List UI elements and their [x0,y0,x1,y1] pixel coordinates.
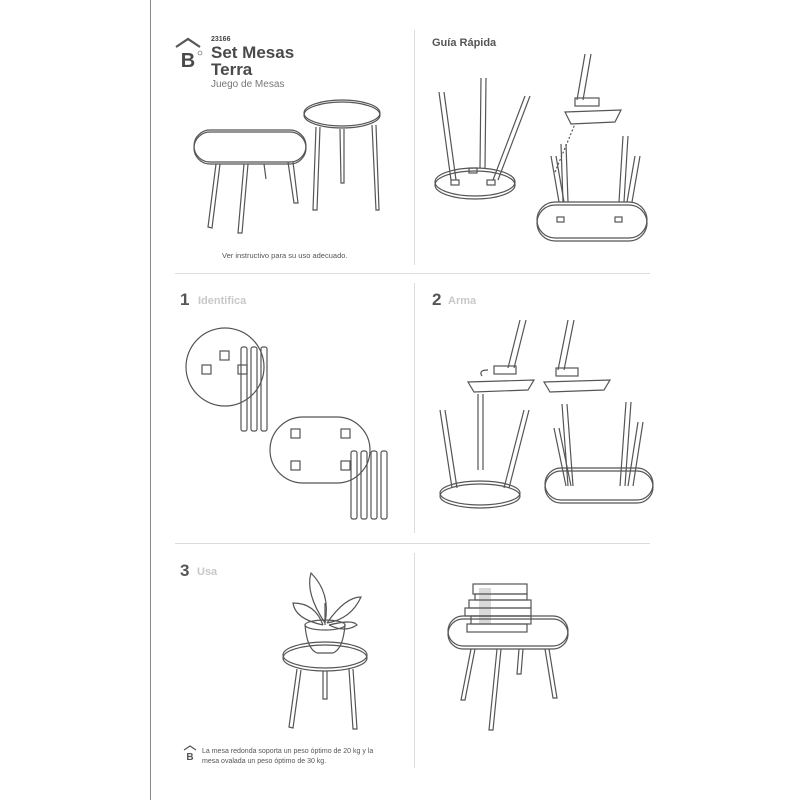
divider-row-2 [175,543,650,544]
brand-logo-icon [174,36,204,70]
oval-table-with-books-illustration [445,578,575,738]
page-binding-edge [150,0,151,800]
round-table-with-plant-illustration [275,563,385,733]
svg-text:B: B [180,50,196,72]
step-3-label: Usa [197,566,218,578]
weight-note-line-2: mesa ovalada un peso óptimo de 30 kg. [202,758,327,765]
step-1-label: Identifica [198,295,247,307]
step-2-number: 2 [432,290,442,309]
quick-guide-title: Guía Rápida [432,37,497,49]
product-title-line-2: Terra [211,60,253,79]
product-subtitle: Juego de Mesas [211,79,285,90]
weight-note-line-1: La mesa redonda soporta un peso óptimo de 20 kg y la [202,748,374,755]
divider-row-1 [175,273,650,274]
step-2-label: Arma [448,295,477,307]
step-1-parts-illustration [185,325,410,525]
product-code: 23166 [211,36,231,43]
usage-caption: Ver instructivo para su uso adecuado. [222,251,348,260]
step-1-number: 1 [180,290,190,309]
divider-column-top [414,30,415,265]
quick-guide-illustration [425,52,655,252]
svg-text:B: B [186,752,194,763]
brand-small-icon [183,745,197,761]
tables-set-illustration [180,95,410,245]
divider-column-middle [414,283,415,533]
step-3-number: 3 [180,561,190,580]
product-title-line-1: Set Mesas [211,43,295,62]
divider-column-bottom [414,553,415,768]
step-2-assembly-illustration [430,318,655,518]
